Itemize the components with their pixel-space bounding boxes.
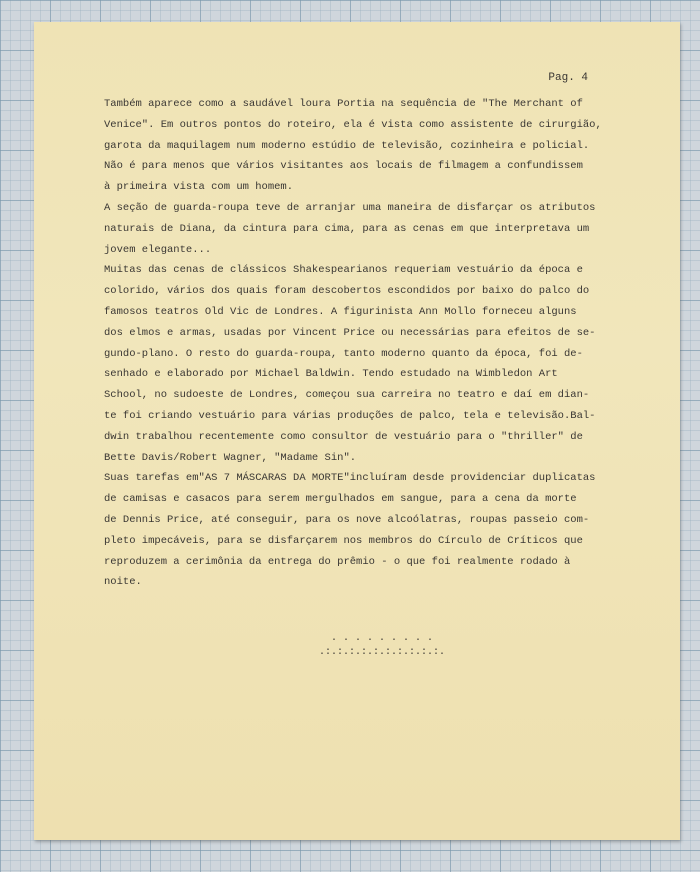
separator-colons: .:.:.:.:.:.:.:.:.:.:. [318,647,446,658]
text-line: A seção de guarda-roupa teve de arranjar uma maneira de disfarçar os atributos [104,201,596,214]
text-line: dwin trabalhou recentemente como consultor de vestuário para o "thriller" de [104,430,583,443]
page-number: Pag. 4 [548,72,588,84]
section-separator [34,632,680,660]
text-line: naturais de Diana, da cintura para cima, para as cenas em que interpretava um [104,222,590,235]
text-line: Não é para menos que vários visitantes aos locais de filmagem a confundissem [104,160,583,173]
text-line: Venice". Em outros pontos do roteiro, ela é vista como assistente de cirurgião, [104,118,602,131]
text-line: famosos teatros Old Vic de Londres. A figurinista Ann Mollo forneceu alguns [104,305,577,318]
text-line: Suas tarefas em"AS 7 MÁSCARAS DA MORTE"incluíram desde providenciar duplicatas [104,472,596,485]
text-line: de Dennis Price, até conseguir, para os nove alcoólatras, roupas passeio com- [104,513,590,526]
text-line: noite. [104,576,142,589]
body-text [104,94,664,593]
text-line: Também aparece como a saudável loura Portia na sequência de "The Merchant of [104,98,583,110]
text-line: jovem elegante... [104,243,212,256]
text-line: Bette Davis/Robert Wagner, "Madame Sin". [104,451,357,464]
text-line: pleto impecáveis, para se disfarçarem nos membros do Círculo de Críticos que [104,534,583,547]
text-line: Muitas das cenas de clássicos Shakespearianos requeriam vestuário da época e [104,264,583,277]
separator-dots: . . . . . . . . . [330,633,434,644]
text-line: gundo-plano. O resto do guarda-roupa, tanto moderno quanto da época, foi de- [104,347,583,360]
text-line: te foi criando vestuário para várias produções de palco, tela e televisão.Bal- [104,409,596,422]
text-line: garota da maquilagem num moderno estúdio de televisão, cozinheira e policial. [104,139,590,152]
text-line: reproduzem a cerimônia da entrega do prêmio - o que foi realmente rodado à [104,555,571,568]
text-line: School, no sudoeste de Londres, começou sua carreira no teatro e daí em dian- [104,389,590,402]
text-line: de camisas e casacos para serem mergulhados em sangue, para a cena da morte [104,493,577,506]
text-line: senhado e elaborado por Michael Baldwin. Tendo estudado na Wimbledon Art [104,368,558,381]
text-line: dos elmos e armas, usadas por Vincent Price ou necessárias para efeitos de se- [104,326,596,339]
text-line: colorido, vários dos quais foram descobertos escondidos por baixo do palco do [104,285,590,298]
text-line: à primeira vista com um homem. [104,181,294,194]
document-page [34,22,680,840]
